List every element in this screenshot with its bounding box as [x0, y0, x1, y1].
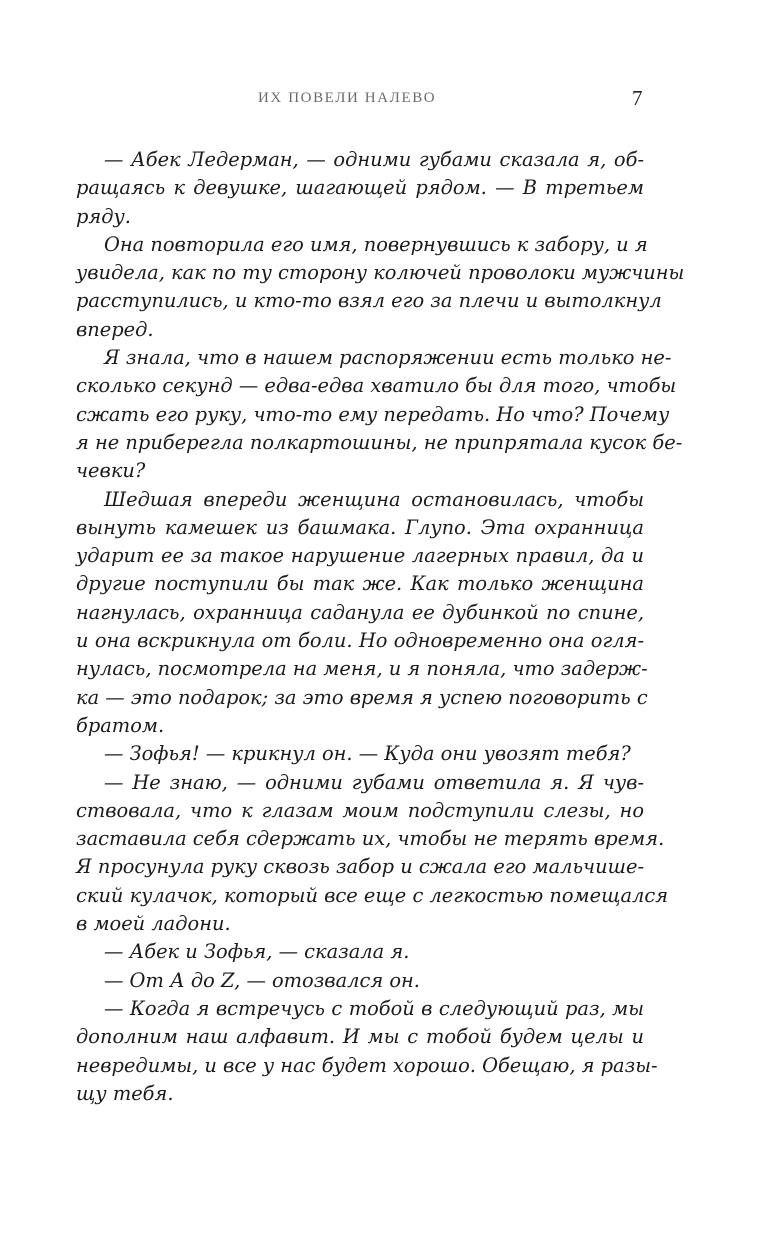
- text-line: вперед.: [76, 317, 154, 341]
- text-line: — Когда я встречусь с тобой в следующий раз, мы: [104, 996, 644, 1020]
- text-line: увидела, как по ту сторону колючей проволоки мужчины: [76, 261, 685, 285]
- text-line: ударит ее за такое нарушение лагерных правил, да и: [76, 544, 644, 568]
- text-line: — Зофья! — крикнул он. — Куда они увозят тебя?: [104, 742, 631, 766]
- text-line: Я просунула руку сквозь забор и сжала его мальчише-: [76, 855, 644, 879]
- text-line: невредимы, и все у нас будет хорошо. Обещаю, я разы-: [76, 1053, 658, 1077]
- text-line: — Абек и Зофья, — сказала я.: [104, 940, 410, 964]
- text-line: Я знала, что в нашем распоряжении есть только не-: [104, 346, 672, 370]
- text-line: чевки?: [76, 459, 146, 483]
- text-line: другие поступили бы так же. Как только женщина: [76, 572, 644, 596]
- text-line: Она повторила его имя, повернувшись к забору, и я: [104, 232, 648, 256]
- text-line: в моей ладони.: [76, 912, 231, 936]
- body-text: [76, 146, 685, 1108]
- text-line: дополним наш алфавит. И мы с тобой будем целы и: [76, 1025, 644, 1049]
- text-line: ращаясь к девушке, шагающей рядом. — В третьем: [76, 176, 644, 200]
- text-line: нулась, посмотрела на меня, и я поняла, что задерж-: [76, 657, 648, 681]
- text-line: ский кулачок, который все еще с легкостью помещался: [76, 883, 669, 907]
- text-line: — Абек Ледерман, — одними губами сказала я, об-: [104, 148, 644, 171]
- text-line: я не приберегла полкартошины, не припрятала кусок бе-: [76, 430, 683, 454]
- text-line: сжать его руку, что-то ему передать. Но что? Почему: [76, 402, 670, 426]
- text-line: вынуть камешек из башмака. Глупо. Эта охранница: [76, 515, 644, 539]
- running-head: ИХ ПОВЕЛИ НАЛЕВО: [258, 90, 437, 106]
- text-line: ряду.: [76, 204, 131, 228]
- text-line: ка — это подарок; за это время я успею поговорить с: [76, 685, 648, 709]
- text-line: братом.: [76, 713, 165, 737]
- text-line: ствовала, что к глазам моим подступили слезы, но: [76, 798, 644, 822]
- text-line: расступились, и кто-то взял его за плечи и вытолкнул: [76, 289, 662, 313]
- text-line: Шедшая впереди женщина остановилась, чтобы: [104, 487, 644, 511]
- text-line: сколько секунд — едва-едва хватило бы для того, чтобы: [76, 374, 677, 398]
- text-line: щу тебя.: [76, 1081, 174, 1105]
- text-line: — От А до Z, — отозвался он.: [104, 968, 420, 992]
- page-number: 7: [632, 86, 643, 110]
- text-line: — Не знаю, — одними губами ответила я. Я чув-: [104, 770, 644, 794]
- text-line: заставила себя сдержать их, чтобы не терять время.: [76, 827, 665, 851]
- text-line: и она вскрикнула от боли. Но одновременно она огля-: [76, 629, 644, 653]
- text-line: нагнулась, охранница саданула ее дубинкой по спине,: [76, 600, 644, 624]
